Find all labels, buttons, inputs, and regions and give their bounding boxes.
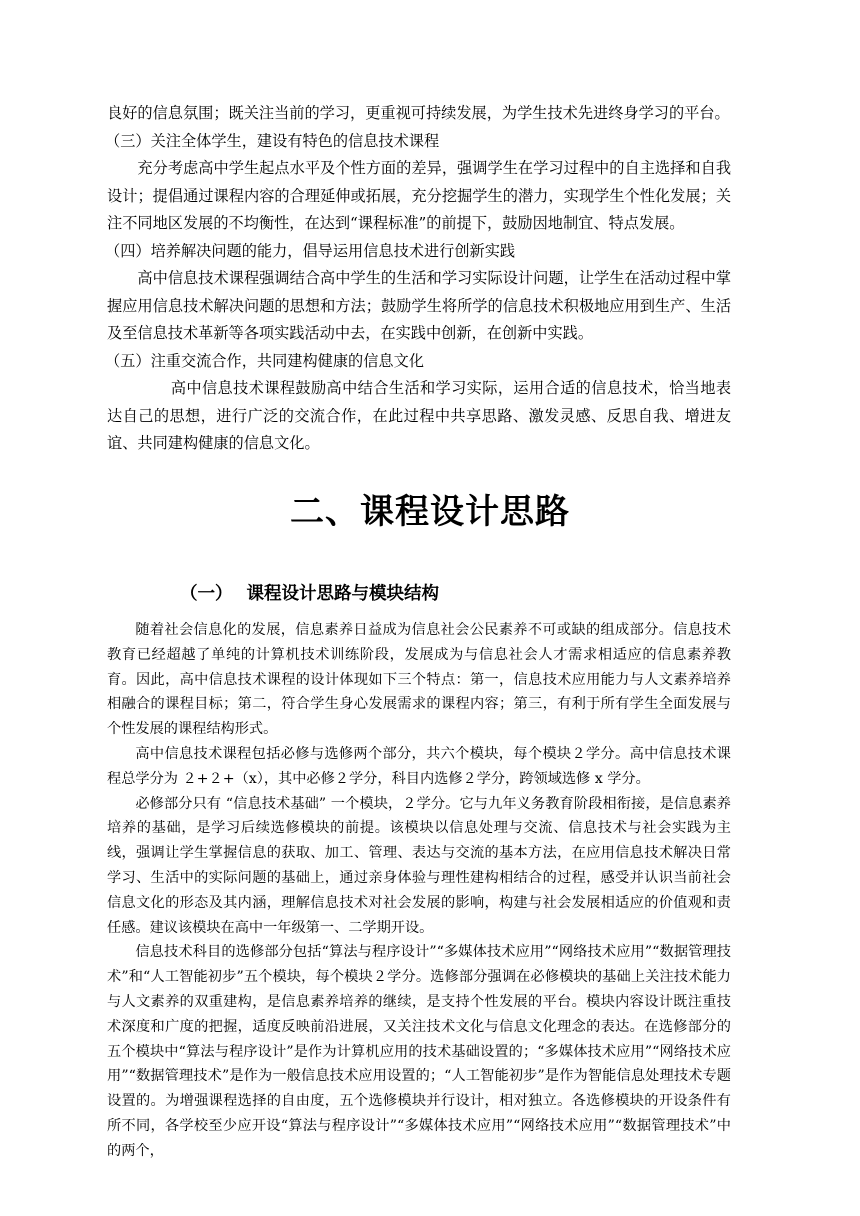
paragraph: 良好的信息氛围；既关注当前的学习，更重视可持续发展，为学生技术先进终身学习的平台。	[107, 104, 730, 122]
chapter-title: 二、课程设计思路	[290, 492, 570, 532]
paragraph: 随着社会信息化的发展，信息素养日益成为信息社会公民素养不可或缺的组成部分。信息技术教育已经超越了单纯的计算机技术训练阶段，发展成为与信息社会人才需求相适应的信息素养教育。因此，高中信息技术课程的设计体现如下三个特点：第一，信息技术应用能力与人文素养培养相融合的课程目标；第二，符合学生身心发展需求的课程内容；第三，有利于所有学生全面发展与个性发展的课程结构形式。	[107, 622, 731, 738]
paragraph: 高中信息技术课程包括必修与选修两个部分，共六个模块，每个模块２学分。高中信息技术课程总学分为 ２+２+（x），其中必修２学分，科目内选修２学分，跨领域选修 x 学分。	[107, 745, 731, 787]
subsection-number: （一）	[180, 584, 233, 604]
subsection-heading	[180, 580, 439, 605]
section-design	[107, 618, 731, 1164]
section-principles	[107, 100, 731, 458]
paragraph: 充分考虑高中学生起点水平及个性方面的差异，强调学生在学习过程中的自主选择和自我设计；提倡通过课程内容的合理延伸或拓展，充分挖掘学生的潜力，实现学生个性化发展；关注不同地区发展的不均衡性，在达到“课程标准”的前提下，鼓励因地制宜、特点发展。	[107, 159, 731, 232]
subsection-title: 课程设计思路与模块结构	[246, 584, 439, 604]
section-heading-4: （四）培养解决问题的能力，倡导运用信息技术进行创新实践	[105, 241, 516, 260]
paragraph: 信息技术科目的选修部分包括“算法与程序设计”“多媒体技术应用”“网络技术应用”“数据管理技术”和“人工智能初步”五个模块，每个模块２学分。选修部分强调在必修模块的基础上关注技术能力与人文素养的双重建构，是信息素养培养的继续，是支持个性发展的平台。模块内容设计既注重技术深度和广度的把握，适度反映前沿进展，又关注技术文化与信息文化理念的表达。在选修部分的五个模块中“算法与程序设计”是作为计算机应用的技术基础设置的；“多媒体技术应用”“网络技术应用”“数据管理技术”是作为一般信息技术应用设置的；“人工智能初步”是作为智能信息处理技术专题设置的。为增强课程选择的自由度，五个选修模块并行设计，相对独立。各选修模块的开设条件有所不同，各学校至少应开设“算法与程序设计”“多媒体技术应用”“网络技术应用”“数据管理技术”中的两个，	[107, 944, 731, 1159]
paragraph: 高中信息技术课程鼓励高中结合生活和学习实际，运用合适的信息技术，恰当地表达自己的思想，进行广泛的交流合作，在此过程中共享思路、激发灵感、反思自我、增进友谊、共同建构健康的信息文化。	[107, 379, 731, 452]
paragraph: 高中信息技术课程强调结合高中学生的生活和学习实际设计问题，让学生在活动过程中掌握应用信息技术解决问题的思想和方法；鼓励学生将所学的信息技术积极地应用到生产、生活及至信息技术革新等各项实践活动中去，在实践中创新，在创新中实践。	[107, 269, 731, 342]
section-heading-3: （三）关注全体学生，建设有特色的信息技术课程	[105, 131, 440, 150]
paragraph: 必修部分只有 “信息技术基础” 一个模块，２学分。它与九年义务教育阶段相衔接，是信息素养培养的基础，是学习后续选修模块的前提。该模块以信息处理与交流、信息技术与社会实践为主线，强调让学生掌握信息的获取、加工、管理、表达与交流的基本方法，在应用信息技术解决日常学习、生活中的实际问题的基础上，通过亲身体验与理性建构相结合的过程，感受并认识当前社会信息文化的形态及其内涵，理解信息技术对社会发展的影响，构建与社会发展相适应的价值观和责任感。建议该模块在高中一年级第一、二学期开设。	[107, 795, 731, 936]
section-heading-5: （五）注重交流合作，共同建构健康的信息文化	[105, 351, 424, 370]
